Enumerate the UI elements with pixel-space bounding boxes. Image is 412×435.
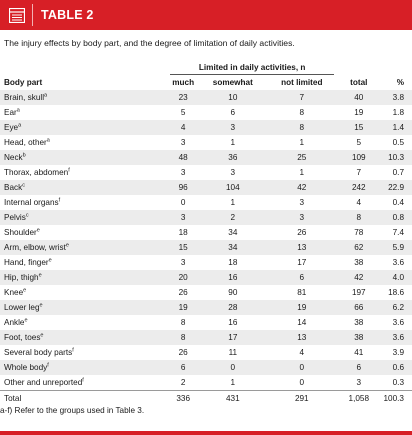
body-part-label: Pelvis — [4, 213, 26, 222]
footnote-marker: e — [48, 257, 52, 264]
percent-cell: 0.8 — [384, 210, 412, 225]
col-header-percent: % — [396, 77, 404, 87]
somewhat-cell: 11 — [228, 348, 238, 357]
body-part-cell — [0, 120, 170, 135]
header-divider — [32, 4, 33, 26]
col-header-somewhat: somewhat — [212, 78, 253, 87]
not-limited-cell: 1 — [299, 168, 305, 177]
somewhat-cell: 1 — [230, 138, 236, 147]
table-row — [0, 210, 412, 225]
percent-cell: 0.6 — [384, 360, 412, 375]
injury-table — [0, 61, 412, 406]
much-cell: 26 — [178, 288, 188, 297]
total-cell: 38 — [354, 258, 364, 267]
percent-cell: 6.2 — [384, 300, 412, 315]
body-part-label: Back — [4, 183, 23, 192]
body-part-cell — [0, 330, 170, 345]
much-cell: 23 — [170, 90, 196, 105]
table-row — [0, 315, 412, 330]
not-limited-cell: 6 — [270, 270, 335, 285]
table-row — [0, 180, 412, 195]
body-part-cell — [0, 150, 170, 165]
total-cell: 242 — [334, 180, 383, 195]
much-cell: 0 — [180, 198, 186, 207]
body-part-cell — [0, 375, 170, 391]
much-cell: 15 — [170, 240, 196, 255]
not-limited-cell: 13 — [270, 240, 335, 255]
footnote-marker: b — [22, 152, 26, 159]
not-limited-cell: 26 — [297, 228, 307, 237]
not-limited-cell: 19 — [270, 300, 335, 315]
somewhat-cell: 18 — [228, 258, 238, 267]
total-cell: 41 — [354, 348, 364, 357]
footnote-marker: e — [23, 287, 27, 294]
body-part-cell — [0, 345, 170, 360]
total-row — [0, 391, 412, 407]
body-part-label: Neck — [4, 153, 23, 162]
total-cell: 3 — [356, 378, 362, 387]
table-row — [0, 225, 412, 240]
table-row — [0, 270, 412, 285]
body-part-label: Knee — [4, 288, 24, 297]
somewhat-cell: 36 — [196, 150, 269, 165]
body-part-cell — [0, 180, 170, 195]
percent-cell: 18.6 — [388, 288, 404, 297]
footnote-marker: a — [46, 137, 50, 144]
somewhat-cell: 17 — [196, 330, 269, 345]
footnote-marker: e — [40, 332, 44, 339]
group-header: Limited in daily activities, n — [170, 61, 334, 75]
total-cell: 1,058 — [334, 391, 383, 407]
body-part-cell — [0, 270, 170, 285]
percent-cell: 22.9 — [384, 180, 412, 195]
table-row — [0, 285, 412, 300]
table-row — [0, 150, 412, 165]
body-part-label: Whole body — [4, 363, 48, 372]
not-limited-cell: 8 — [270, 120, 335, 135]
body-part-cell — [0, 240, 170, 255]
somewhat-cell: 3 — [230, 168, 236, 177]
percent-cell: 4.0 — [384, 270, 412, 285]
table-icon — [8, 7, 26, 24]
footnote-marker: f — [82, 377, 84, 384]
much-cell: 18 — [178, 228, 188, 237]
body-part-label: Head, other — [4, 138, 47, 147]
body-part-cell — [0, 300, 170, 315]
table-row — [0, 165, 412, 180]
body-part-label: Brain, skull — [4, 93, 45, 102]
total-cell: 5 — [356, 138, 362, 147]
footnote-marker: c — [25, 212, 29, 219]
total-cell: 38 — [354, 318, 364, 327]
much-cell: 3 — [180, 138, 186, 147]
total-cell: 197 — [351, 288, 366, 297]
footnote-marker: f — [58, 197, 61, 204]
not-limited-cell: 3 — [299, 198, 305, 207]
body-part-cell — [0, 255, 170, 270]
table-title: TABLE 2 — [41, 8, 94, 22]
not-limited-cell: 13 — [270, 330, 335, 345]
not-limited-cell: 8 — [299, 108, 305, 117]
total-cell: 42 — [334, 270, 383, 285]
footnote-marker: e — [38, 272, 42, 279]
body-part-label: Thorax, abdomen — [4, 168, 69, 177]
percent-cell: 100.3 — [384, 391, 412, 407]
footnote-marker: e — [24, 317, 28, 324]
body-part-label: Arm, elbow, wrist — [4, 243, 66, 252]
somewhat-cell: 1 — [230, 198, 236, 207]
table-row — [0, 105, 412, 120]
table-row — [0, 375, 412, 391]
body-part-label: Foot, toes — [4, 333, 41, 342]
body-part-cell — [0, 195, 170, 210]
not-limited-cell: 1 — [299, 138, 305, 147]
body-part-cell — [0, 315, 170, 330]
body-part-label: Hip, thigh — [4, 273, 39, 282]
table-header-bar — [0, 0, 412, 30]
total-cell: 66 — [334, 300, 383, 315]
total-cell: 4 — [356, 198, 362, 207]
somewhat-cell: 0 — [196, 360, 269, 375]
footnote-marker: c — [22, 182, 25, 189]
not-limited-cell: 25 — [270, 150, 335, 165]
somewhat-cell: 3 — [196, 120, 269, 135]
table-row — [0, 240, 412, 255]
table-row — [0, 360, 412, 375]
total-cell: 19 — [354, 108, 364, 117]
much-cell: 19 — [170, 300, 196, 315]
percent-cell: 3.6 — [384, 330, 412, 345]
somewhat-cell: 2 — [196, 210, 269, 225]
much-cell: 26 — [178, 348, 188, 357]
percent-cell: 0.7 — [392, 168, 404, 177]
body-part-label: Other and unreported — [4, 378, 83, 387]
body-part-cell — [0, 285, 170, 300]
total-cell: 62 — [334, 240, 383, 255]
body-part-label: Several body parts — [4, 348, 73, 357]
much-cell: 5 — [180, 108, 186, 117]
footnote-marker: e — [65, 242, 69, 249]
body-part-label: Eye — [4, 123, 19, 132]
percent-cell: 0.5 — [392, 138, 404, 147]
total-cell: 7 — [356, 168, 362, 177]
percent-cell: 10.3 — [384, 150, 412, 165]
percent-cell: 3.6 — [392, 258, 404, 267]
total-cell: 40 — [334, 90, 383, 105]
total-label: Total — [0, 391, 170, 407]
table-row — [0, 255, 412, 270]
footnote-marker: a — [44, 92, 48, 99]
col-header-body-part: Body part — [4, 77, 43, 87]
table-row — [0, 300, 412, 315]
not-limited-cell: 81 — [297, 288, 307, 297]
footnote-marker: a — [18, 122, 22, 129]
not-limited-cell: 0 — [299, 378, 305, 387]
table-row — [0, 90, 412, 105]
much-cell: 4 — [170, 120, 196, 135]
much-cell: 48 — [170, 150, 196, 165]
group-header-row — [0, 61, 412, 75]
percent-cell: 3.8 — [384, 90, 412, 105]
somewhat-cell: 16 — [228, 318, 238, 327]
percent-cell: 5.9 — [384, 240, 412, 255]
body-part-cell — [0, 135, 170, 150]
total-cell: 78 — [354, 228, 364, 237]
not-limited-cell: 17 — [297, 258, 307, 267]
somewhat-cell: 6 — [230, 108, 236, 117]
somewhat-cell: 104 — [196, 180, 269, 195]
much-cell: 20 — [170, 270, 196, 285]
table-row — [0, 330, 412, 345]
footnote-marker: f — [47, 362, 49, 369]
percent-cell: 1.8 — [392, 108, 404, 117]
footnote-marker: f — [68, 167, 70, 174]
table-row — [0, 120, 412, 135]
body-part-label: Ear — [4, 108, 17, 117]
table-row — [0, 135, 412, 150]
body-part-label: Lower leg — [4, 303, 40, 312]
much-cell: 6 — [170, 360, 196, 375]
percent-cell: 0.4 — [392, 198, 404, 207]
body-part-cell — [0, 165, 170, 180]
not-limited-cell: 291 — [270, 391, 335, 407]
total-cell: 15 — [334, 120, 383, 135]
table-caption: The injury effects by body part, and the degree of limitation of daily activities. — [4, 38, 295, 48]
footnote-marker: e — [36, 227, 40, 234]
body-part-cell — [0, 90, 170, 105]
not-limited-cell: 4 — [299, 348, 305, 357]
col-header-much: much — [172, 78, 195, 87]
column-header-row — [0, 75, 412, 91]
footnote-marker: e — [39, 302, 43, 309]
body-part-cell — [0, 360, 170, 375]
somewhat-cell: 34 — [228, 228, 238, 237]
body-part-cell — [0, 225, 170, 240]
somewhat-cell: 431 — [196, 391, 269, 407]
much-cell: 2 — [180, 378, 186, 387]
somewhat-cell: 10 — [196, 90, 269, 105]
somewhat-cell: 90 — [228, 288, 238, 297]
not-limited-cell: 7 — [270, 90, 335, 105]
somewhat-cell: 28 — [196, 300, 269, 315]
not-limited-cell: 42 — [270, 180, 335, 195]
not-limited-cell: 14 — [297, 318, 307, 327]
percent-cell: 3.9 — [392, 348, 404, 357]
much-cell: 3 — [180, 258, 186, 267]
much-cell: 3 — [170, 210, 196, 225]
bottom-rule — [0, 431, 412, 435]
body-part-label: Hand, finger — [4, 258, 49, 267]
body-part-cell — [0, 210, 170, 225]
col-header-not-limited: not limited — [281, 78, 323, 87]
footnote-marker: a — [16, 107, 20, 114]
body-part-label: Shoulder — [4, 228, 37, 237]
not-limited-cell: 0 — [270, 360, 335, 375]
somewhat-cell: 34 — [196, 240, 269, 255]
percent-cell: 7.4 — [392, 228, 404, 237]
somewhat-cell: 16 — [196, 270, 269, 285]
much-cell: 8 — [170, 330, 196, 345]
footnote-marker: f — [72, 347, 74, 354]
col-header-total: total — [350, 77, 368, 87]
percent-cell: 0.3 — [392, 378, 404, 387]
total-cell: 38 — [334, 330, 383, 345]
much-cell: 96 — [170, 180, 196, 195]
much-cell: 3 — [180, 168, 186, 177]
much-cell: 8 — [180, 318, 186, 327]
table-footnote: a-f) Refer to the groups used in Table 3. — [0, 406, 145, 415]
body-part-label: Internal organs — [4, 198, 59, 207]
percent-cell: 3.6 — [392, 318, 404, 327]
total-cell: 6 — [334, 360, 383, 375]
percent-cell: 1.4 — [384, 120, 412, 135]
total-cell: 109 — [334, 150, 383, 165]
somewhat-cell: 1 — [230, 378, 236, 387]
body-part-cell — [0, 105, 170, 120]
body-part-label: Ankle — [4, 318, 25, 327]
total-cell: 8 — [334, 210, 383, 225]
not-limited-cell: 3 — [270, 210, 335, 225]
table-row — [0, 345, 412, 360]
table-row — [0, 195, 412, 210]
much-cell: 336 — [170, 391, 196, 407]
